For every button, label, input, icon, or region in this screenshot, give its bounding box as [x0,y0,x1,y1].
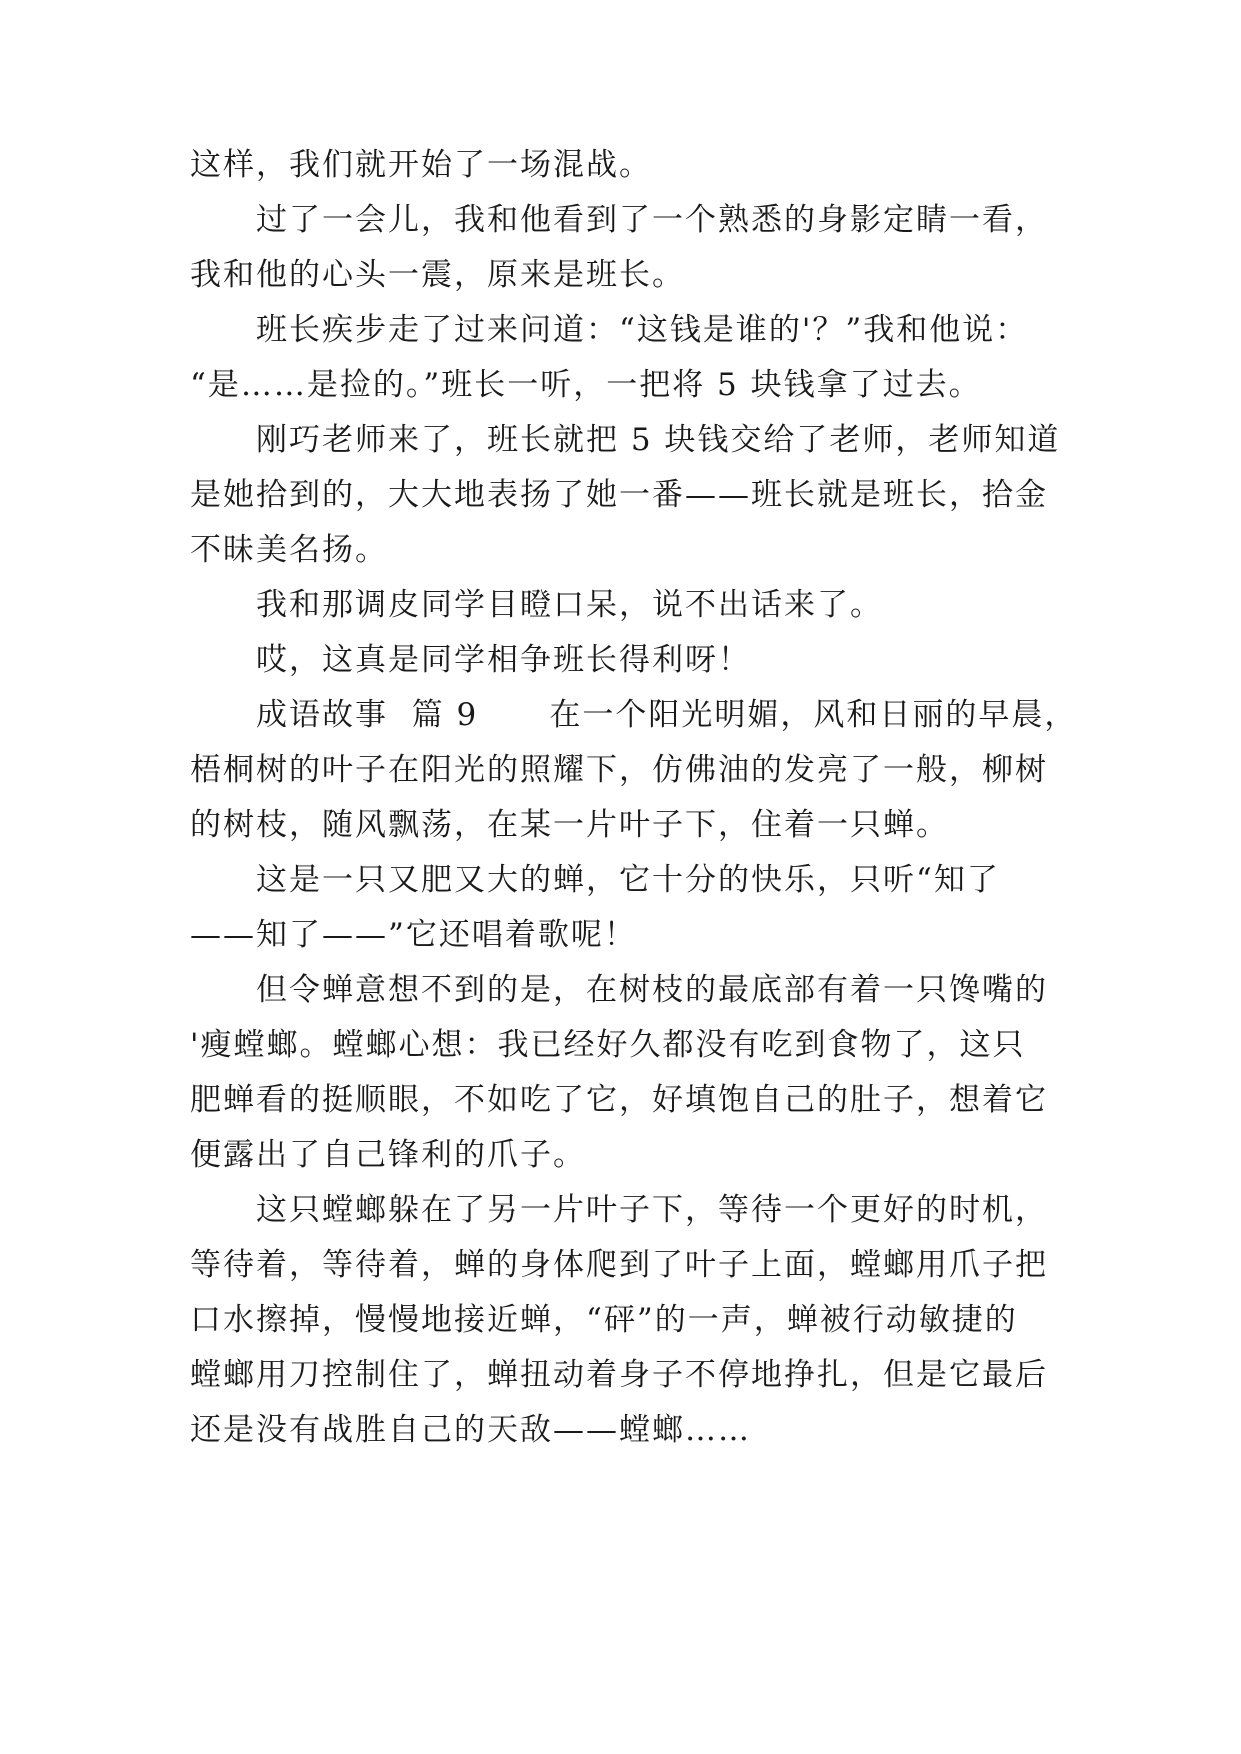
text-line: 口水擦掉，慢慢地接近蝉，“砰”的一声，蝉被行动敏捷的 [190,1302,1018,1338]
text-line: 的树枝，随风飘荡，在某一片叶子下，住着一只蝉。 [190,807,949,843]
text-line: 便露出了自己锋利的爪子。 [190,1137,586,1173]
paragraph-first-line: 但令蝉意想不到的是，在树枝的最底部有着一只馋嘴的 [256,972,1048,1008]
paragraph-first-line: 这是一只又肥又大的蝉，它十分的快乐，只听“知了 [256,862,1000,898]
text-line: 这样，我们就开始了一场混战。 [190,147,652,183]
text-line: 我和他的心头一震，原来是班长。 [190,257,685,293]
text-line: 还是没有战胜自己的天敌——螳螂…… [190,1412,751,1448]
text-line: '瘦螳螂。螳螂心想：我已经好久都没有吃到食物了，这只 [190,1027,1026,1063]
section-heading-line: 成语故事 篇 9 在一个阳光明媚，风和日丽的早晨， [256,697,1078,733]
text-line: 不昧美名扬。 [190,532,388,568]
paragraph-first-line: 过了一会儿，我和他看到了一个熟悉的身影定睛一看， [256,202,1048,238]
paragraph-first-line: 刚巧老师来了，班长就把 5 块钱交给了老师，老师知道 [256,422,1061,458]
paragraph-first-line: 哎，这真是同学相争班长得利呀！ [256,642,751,678]
text-line: 梧桐树的叶子在阳光的照耀下，仿佛油的发亮了一般，柳树 [190,752,1048,788]
text-line: “是……是捡的。”班长一听，一把将 5 块钱拿了过去。 [190,367,982,403]
paragraph-first-line: 我和那调皮同学目瞪口呆，说不出话来了。 [256,587,883,623]
text-line: ——知了——”它还唱着歌呢！ [190,917,637,953]
paragraph-first-line: 班长疾步走了过来问道：“这钱是谁的'？”我和他说： [256,312,1029,348]
text-line: 等待着，等待着，蝉的身体爬到了叶子上面，螳螂用爪子把 [190,1247,1048,1283]
text-line: 是她拾到的，大大地表扬了她一番——班长就是班长，拾金 [190,477,1048,513]
text-line: 肥蝉看的挺顺眼，不如吃了它，好填饱自己的肚子，想着它 [190,1082,1048,1118]
text-line: 螳螂用刀控制住了，蝉扭动着身子不停地挣扎，但是它最后 [190,1357,1048,1393]
paragraph-first-line: 这只螳螂躲在了另一片叶子下，等待一个更好的时机， [256,1192,1048,1228]
